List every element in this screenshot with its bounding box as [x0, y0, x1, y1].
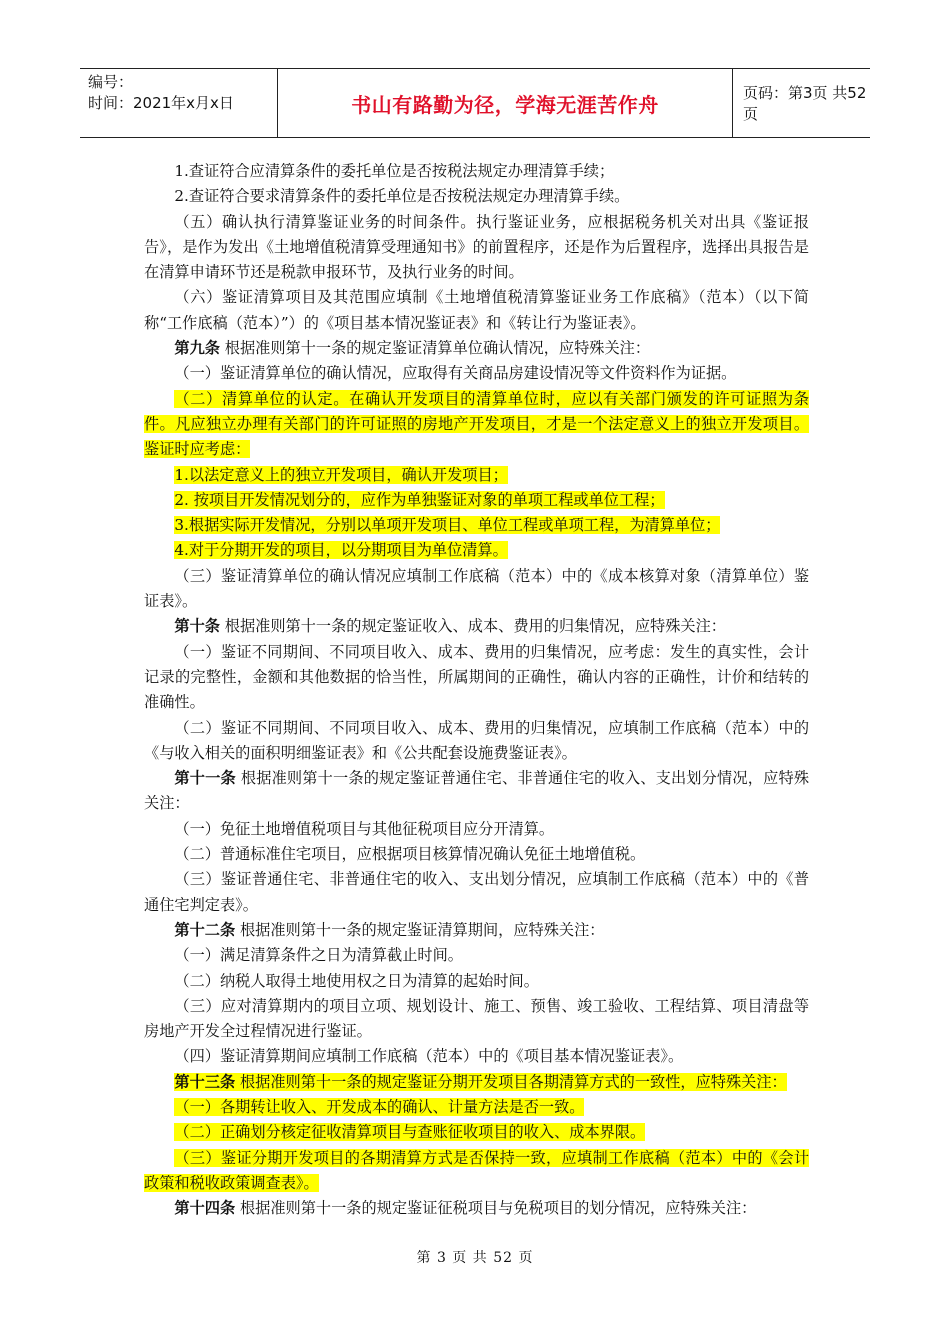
paragraph-content: （一）鉴证不同期间、不同项目收入、成本、费用的归集情况，应考虑：发生的真实性，会计记录的完整性，金额和其他数据的恰当性，所属期间的正确性，确认内容的正确性，计价和结转的准确性。 [144, 642, 809, 712]
paragraph-text [174, 1098, 584, 1116]
paragraph-content: （三）应对清算期内的项目立项、规划设计、施工、预售、竣工验收、工程结算、项目清盘等房地产开发全过程情况进行鉴证。 [144, 996, 809, 1041]
header-meta [80, 69, 278, 137]
document-time-label: 时间：2021年x月x日 [88, 94, 234, 112]
paragraph-text [174, 541, 507, 559]
paragraph-content: （四）鉴证清算期间应填制工作底稿（范本）中的《项目基本情况鉴证表》。 [174, 1047, 684, 1066]
paragraph-text [174, 1123, 645, 1141]
paragraph-content: 根据准则第十一条的规定鉴证清算单位确认情况，应特殊关注： [219, 339, 651, 358]
paragraph-content: （三）鉴证普通住宅、非普通住宅的收入、支出划分情况，应填制工作底稿（范本）中的《普通住宅判定表》。 [144, 870, 809, 914]
article-number: 第十三条 [174, 1072, 236, 1091]
paragraph-text [174, 1199, 756, 1217]
paragraph [144, 716, 809, 767]
paragraph-text [144, 288, 809, 331]
paragraph [144, 640, 809, 716]
paragraph-content: 根据准则第十一条的规定鉴证普通住宅、非普通住宅的收入、支出划分情况，应特殊关注： [144, 769, 810, 813]
paragraph-text [144, 1149, 809, 1192]
article-number: 第九条 [174, 339, 220, 358]
paragraph-content: 2.查证符合要求清算条件的委托单位是否按税法规定办理清算手续。 [174, 187, 630, 206]
paragraph [144, 513, 809, 538]
paragraph [144, 1120, 809, 1145]
header-motto: 书山有路勤为径，学海无涯苦作舟 [278, 69, 733, 137]
paragraph [144, 1196, 809, 1221]
paragraph-content: 1.以法定意义上的独立开发项目，确认开发项目； [174, 465, 508, 484]
paragraph [144, 1095, 809, 1120]
paragraph-text [174, 491, 664, 509]
paragraph-content: （一）鉴证清算单位的确认情况，应取得有关商品房建设情况等文件资料作为证据。 [174, 364, 737, 383]
paragraph [144, 184, 809, 209]
paragraph-text [174, 972, 539, 990]
paragraph-text [174, 845, 645, 863]
header-page-info: 页码：第3页 共52页 [743, 84, 867, 123]
paragraph [144, 361, 809, 386]
paragraph-content: 根据准则第十一条的规定鉴证清算期间，应特殊关注： [235, 920, 605, 939]
paragraph-content: 3.根据实际开发情况，分别以单项开发项目、单位工程或单项工程，为清算单位； [174, 516, 721, 535]
paragraph [144, 1070, 809, 1095]
paragraph [144, 564, 809, 615]
paragraph-content: （三）鉴证清算单位的确认情况应填制工作底稿（范本）中的《成本核算对象（清算单位）鉴证表》。 [144, 566, 809, 611]
paragraph-text [174, 1073, 786, 1091]
paragraph-text [174, 921, 604, 939]
paragraph-content: （一）各期转让收入、开发成本的确认、计量方法是否一致。 [174, 1097, 585, 1116]
paragraph-text [144, 997, 809, 1040]
paragraph-text [174, 1047, 683, 1065]
paragraph-text [174, 162, 614, 180]
paragraph [144, 488, 809, 513]
paragraph-content: 根据准则第十一条的规定鉴证分期开发项目各期清算方式的一致性，应特殊关注： [235, 1072, 787, 1091]
paragraph-text [144, 643, 809, 712]
paragraph-content: （二）清算单位的认定。在确认开发项目的清算单位时，应以有关部门颁发的许可证照为条件。凡应独立办理有关部门的许可证照的房地产开发项目，才是一个法定意义上的独立开发项目。鉴证时应考虑： [144, 389, 809, 459]
paragraph-text [174, 364, 736, 382]
paragraph-text [144, 870, 809, 913]
document-body [144, 159, 809, 1221]
paragraph [144, 842, 809, 867]
document-number-label: 编号： [88, 73, 134, 91]
paragraph-text [174, 339, 650, 357]
paragraph-text [144, 567, 809, 610]
paragraph [144, 336, 809, 361]
paragraph-content: 2. 按项目开发情况划分的，应作为单独鉴证对象的单项工程或单位工程； [174, 490, 665, 509]
paragraph-text [174, 617, 726, 635]
paragraph [144, 285, 809, 336]
paragraph-text [174, 187, 629, 205]
paragraph-content: （二）普通标准住宅项目，应根据项目核算情况确认免征土地增值税。 [174, 845, 646, 864]
paragraph-text [144, 213, 809, 282]
article-number: 第十一条 [174, 769, 236, 788]
paragraph [144, 994, 809, 1045]
paragraph-content: 4.对于分期开发的项目，以分期项目为单位清算。 [174, 541, 508, 560]
paragraph [144, 969, 809, 994]
paragraph [144, 867, 809, 918]
paragraph [144, 943, 809, 968]
paragraph-content: （一）免征土地增值税项目与其他征税项目应分开清算。 [174, 819, 555, 838]
paragraph-text [144, 390, 809, 459]
paragraph-content: （六）鉴证清算项目及其范围应填制《土地增值税清算鉴证业务工作底稿》（范本）（以下简称“工作底稿（范本）”）的《项目基本情况鉴证表》和《转让行为鉴证表》。 [144, 288, 809, 332]
paragraph [144, 766, 809, 817]
paragraph-content: 1.查证符合应清算条件的委托单位是否按税法规定办理清算手续； [174, 162, 615, 180]
paragraph [144, 210, 809, 286]
paragraph-text [144, 769, 809, 812]
page-header [80, 68, 870, 138]
paragraph-content: （一）满足清算条件之日为清算截止时间。 [174, 946, 463, 965]
paragraph-content: （三）鉴证分期开发项目的各期清算方式是否保持一致，应填制工作底稿（范本）中的《会计政策和税收政策调查表》。 [144, 1148, 809, 1192]
paragraph [144, 614, 809, 639]
paragraph-content: 根据准则第十一条的规定鉴证收入、成本、费用的归集情况，应特殊关注： [219, 617, 726, 636]
paragraph [144, 159, 809, 184]
paragraph [144, 1146, 809, 1197]
paragraph [144, 538, 809, 563]
paragraph [144, 817, 809, 842]
paragraph-text [174, 466, 507, 484]
paragraph [144, 1044, 809, 1069]
paragraph [144, 918, 809, 943]
paragraph-content: （二）鉴证不同期间、不同项目收入、成本、费用的归集情况，应填制工作底稿（范本）中的《与收入相关的面积明细鉴证表》和《公共配套设施费鉴证表》。 [144, 718, 809, 762]
article-number: 第十二条 [174, 920, 236, 939]
paragraph-text [174, 946, 463, 964]
paragraph-content: （二）纳税人取得土地使用权之日为清算的起始时间。 [174, 971, 539, 990]
article-number: 第十四条 [174, 1199, 236, 1218]
page-footer: 第 3 页 共 52 页 [416, 1250, 534, 1266]
paragraph-text [144, 719, 809, 762]
paragraph-text [174, 820, 554, 838]
paragraph-content: 根据准则第十一条的规定鉴证征税项目与免税项目的划分情况，应特殊关注： [235, 1199, 757, 1218]
article-number: 第十条 [174, 617, 220, 636]
paragraph [144, 463, 809, 488]
paragraph-content: （二）正确划分核定征收清算项目与查账征收项目的收入、成本界限。 [174, 1123, 646, 1142]
paragraph-text [174, 516, 720, 534]
paragraph [144, 387, 809, 463]
paragraph-content: （五）确认执行清算鉴证业务的时间条件。执行鉴证业务，应根据税务机关对出具《鉴证报告》，是作为发出《土地增值税清算受理通知书》的前置程序，还是作为后置程序，选择出具报告是在清算申请环节还是税款申报环节，及执行业务的时间。 [144, 212, 809, 282]
